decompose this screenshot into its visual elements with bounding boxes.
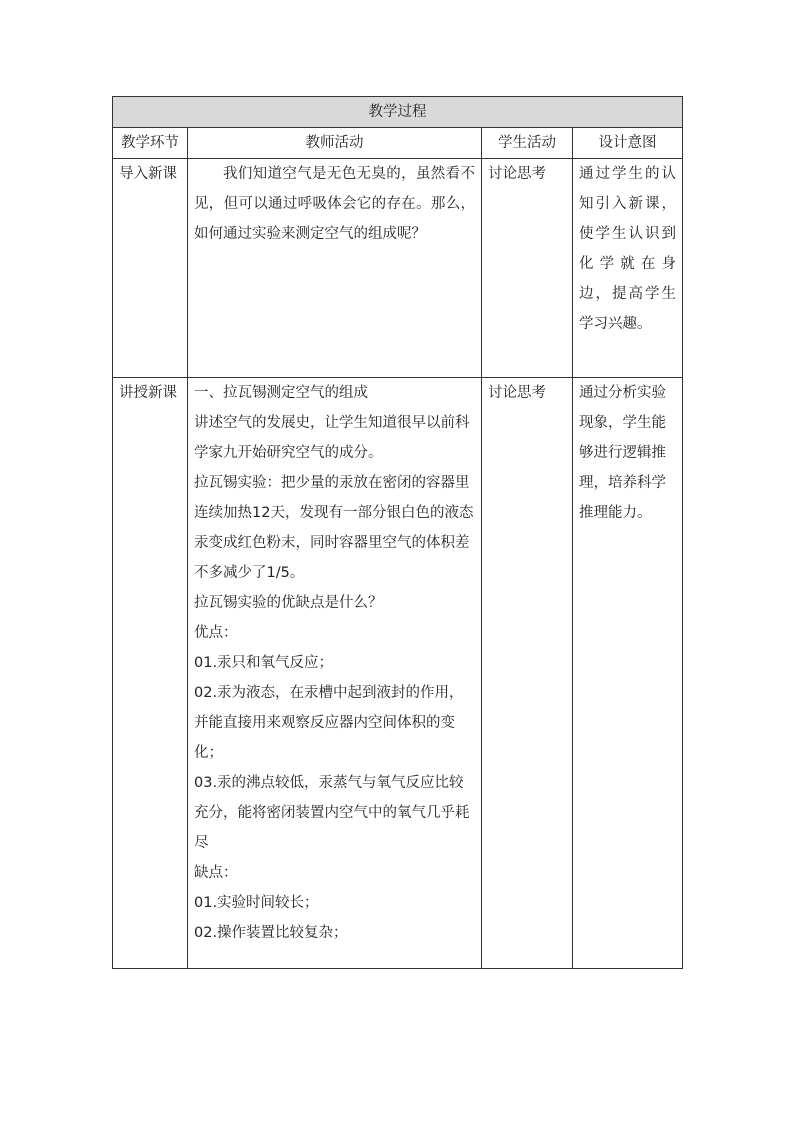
- row-teacher-activity: 我们知道空气是无色无臭的，虽然看不见，但可以通过呼吸体会它的存在。那么，如何通过实验来测定空气的组成呢？: [188, 159, 482, 378]
- teacher-line-experiment: 拉瓦锡实验：把少量的汞放在密闭的容器里连续加热12天，发现有一部分银白色的液态汞变成红色粉末，同时容器里空气的体积差不多减少了1/5。: [194, 475, 474, 581]
- lesson-process-table: [112, 96, 683, 969]
- header-teacher: 教师活动: [188, 128, 482, 159]
- header-stage: 教学环节: [113, 128, 188, 159]
- teacher-line-pro-2: 02.汞为液态，在汞槽中起到液封的作用，并能直接用来观察反应器内空间体积的变化；: [194, 685, 464, 761]
- teacher-line-pros-label: 优点：: [194, 625, 238, 641]
- row-design-intent: 通过学生的认知引入新课，使学生认识到化学就在身边，提高学生学习兴趣。: [573, 159, 683, 378]
- teacher-line-con-1: 01.实验时间较长；: [194, 895, 319, 911]
- header-design: 设计意图: [573, 128, 683, 159]
- row-design-intent: 通过分析实验现象，学生能够进行逻辑推理，培养科学推理能力。: [573, 378, 683, 969]
- table-row: [113, 378, 683, 969]
- header-student: 学生活动: [482, 128, 573, 159]
- teacher-line-pro-3: 03.汞的沸点较低，汞蒸气与氧气反应比较充分，能将密闭装置内空气中的氧气几乎耗尽: [194, 775, 470, 851]
- lesson-process-sheet: [112, 96, 682, 969]
- row-teacher-activity: [188, 378, 482, 969]
- table-row: [113, 159, 683, 378]
- row-student-activity: 讨论思考: [482, 159, 573, 378]
- table-caption: 教学过程: [113, 97, 683, 128]
- teacher-line-pro-1: 01.汞只和氧气反应；: [194, 655, 334, 671]
- teacher-line-question: 拉瓦锡实验的优缺点是什么？: [194, 595, 383, 611]
- teacher-line-history: 讲述空气的发展史，让学生知道很早以前科学家九开始研究空气的成分。: [194, 415, 470, 461]
- row-stage: 导入新课: [113, 159, 188, 378]
- row-stage: 讲授新课: [113, 378, 188, 969]
- row-student-activity: 讨论思考: [482, 378, 573, 969]
- teacher-line-cons-label: 缺点：: [194, 865, 238, 881]
- teacher-line-heading: 一、拉瓦锡测定空气的组成: [194, 385, 368, 401]
- teacher-line-con-2: 02.操作装置比较复杂；: [194, 925, 348, 941]
